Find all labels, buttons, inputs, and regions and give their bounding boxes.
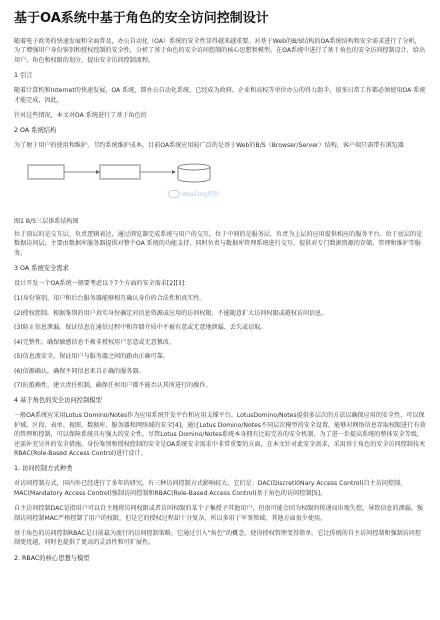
section-4-1-paragraph-3: 基于角色的访问控制RBAC是目前最为流行的访问控制策略。它通过引入“角色”的概念，使得授权管理变得简单。它比传统的自主访问控制和强制访问控制更优越，同时也提供了更高的灵活性和可扩展性。 [14, 529, 421, 547]
section-2-paragraph-1: 为了便于用户的使用和维护，节约系统维护成本，目前OA系统应用较广泛的是基于Web的B/S（Browser/Server）结构，客户端只需带有浏览器 [14, 142, 404, 150]
bs-architecture-figure [14, 157, 426, 213]
requirement-item: (5)信息流安全。保证用户与服务器之间的路由正确可靠。 [14, 353, 169, 361]
bs-architecture-diagram [14, 157, 234, 213]
page-title: 基于OA系统中基于角色的安全访问控制设计 [14, 11, 269, 26]
section-2-paragraph-2: 位于顶层的是交互层，负责逻辑表达，通过浏览器完成系统与用户的交互。位于中间的是服务层，负责为上层的应用提供相应的服务平台。位于底层的是数据访问层，主要由数据库服务器提供对整个OA 系统的功能支持，同时负责与数据库管理系统进行交互，提供对专门数据资源的存储、管理和维护等服务。 [14, 230, 423, 257]
section-3-lead: 设计开发一个OA系统一般要考虑以下7个方面的安全需求[2][3]： [14, 280, 191, 288]
diagram-arrowhead-1 [96, 170, 100, 174]
section-4-1-paragraph-1: 对访问控制方式，国内外已经进行了多年的研究。有三种访问控制方式影响较大，它们是：DAC(Discreti0Nary Access Control)自主访问控制，MAC(Mandatory Access Control)强制访问控制和RBAC(Role-Based Access Control)基于角色的访问控制[5]。 [14, 480, 407, 497]
section-heading-4-2: 2. RBAC的核心思想与模型 [14, 554, 90, 562]
intro-paragraph: 随着电子政务的快速发展和全面普及，办公自动化（OA）系统的安全性显得越来越重要。对基于Web的B/S结构的OA系统结构和安全需求进行了分析，为了增强用户身份鉴别和授权控制的安全性，分析了基于角色的安全访问控制的核心思想和模型。在OA系统中进行了基于角色的安全访问控制设计，给出用户、角色和权限的划分，提出安全访问控制流程。 [14, 38, 426, 64]
section-4-1-paragraph-2: 自主访问控制DAC是指用户可以自主地将访问权限或者访问权限的某个子集授予其他用户，但很可能会因为权限的传递而出现失控，导致信息的泄漏。强制访问控制MAC严格控制了用户的权限，但是它的授权过程却十分复杂，所以多用于军事领域，其他方面很少使用。 [14, 505, 423, 522]
requirement-item: (4)完整性。确保敏感信息不被非授权用户恶意或无意篡改。 [14, 338, 175, 346]
section-heading-3: 3 OA 系统安全需求 [14, 265, 69, 273]
watermark [168, 189, 219, 199]
requirement-item: (6)信源确认。确保不同信息来自正确的服务器。 [14, 367, 145, 375]
watermark-cloud-icon [168, 190, 180, 198]
section-heading-4: 4 基于角色的安全访问控制模型 [14, 397, 102, 405]
section-heading-4-1: 1. 访问控制方式种类 [14, 465, 73, 473]
requirement-item: (1)身份鉴别。用户和后台服务器能够相互确认身份的合法性和真实性。 [14, 295, 206, 303]
diagram-box-middle [100, 165, 140, 179]
section-heading-1: 1 引言 [14, 72, 33, 80]
diagram-box-left [28, 165, 64, 179]
requirement-item: (7)抗抵赖性。建立责任机制，确保任何用户都不能否认其所进行的操作。 [14, 381, 212, 389]
section-heading-2: 2 OA 系统结构 [14, 127, 57, 135]
section-1-paragraph-2: 针对这些情况，本文对OA 系统进行了基于角色的 [14, 112, 147, 120]
watermark-text: WeeDog教程 [182, 190, 220, 198]
diagram-database-top [178, 164, 210, 170]
requirement-item: (3)防止信息泄漏。保证信息在通信过程中和存储介质中不被有意或无意地泄漏、丢失或窃取。 [14, 324, 267, 332]
diagram-database-bottom [178, 179, 210, 182]
diagram-arrowhead-2 [172, 170, 176, 174]
requirement-item: (2)授权控制。根据鉴别的用户真实身份确定对信息资源或应用的访问权限，不能随意扩大访问权限或越权访问信息。 [14, 309, 328, 317]
figure-caption: 图1 B/S三层体系结构图 [14, 217, 79, 225]
section-4-paragraph-1: 一般OA系统应采用Lotus Domino/Notes作为应用系统开发平台和应用支撑平台。LotusDomino/Notes提供多层次的方法以确保应用的安全性，可以保护域、区段、表单、视图、数据库、服务器和网络域的安全[4]。通过Lotus Domino/Notes不同层次模型的安全设置，能够对网络信息存取权限进行有效的管理和控制，可以保障系统具有强大的安全性。尽管Lotus Domino/Notes系统本身拥有比较完善的安全机制，为了进一步提高系统的整体安全等级，还需补充另外的安全措施。身份鉴别和授权控制的安全是OA系统安全需求中非常重要的方面，在本文针对此安全需求，采用基于角色的安全访问控制技术RBAC(Role-Based Access Control)进行设计。 [14, 412, 426, 457]
section-1-paragraph-1: 随着计算机和Internet的快速发展，OA 系统，即办公自动化系统，已经成为政府、企业和高校等单位办公的得力助手，很多日常工作都必须使用OA 系统才能完成，因此， [14, 87, 426, 104]
